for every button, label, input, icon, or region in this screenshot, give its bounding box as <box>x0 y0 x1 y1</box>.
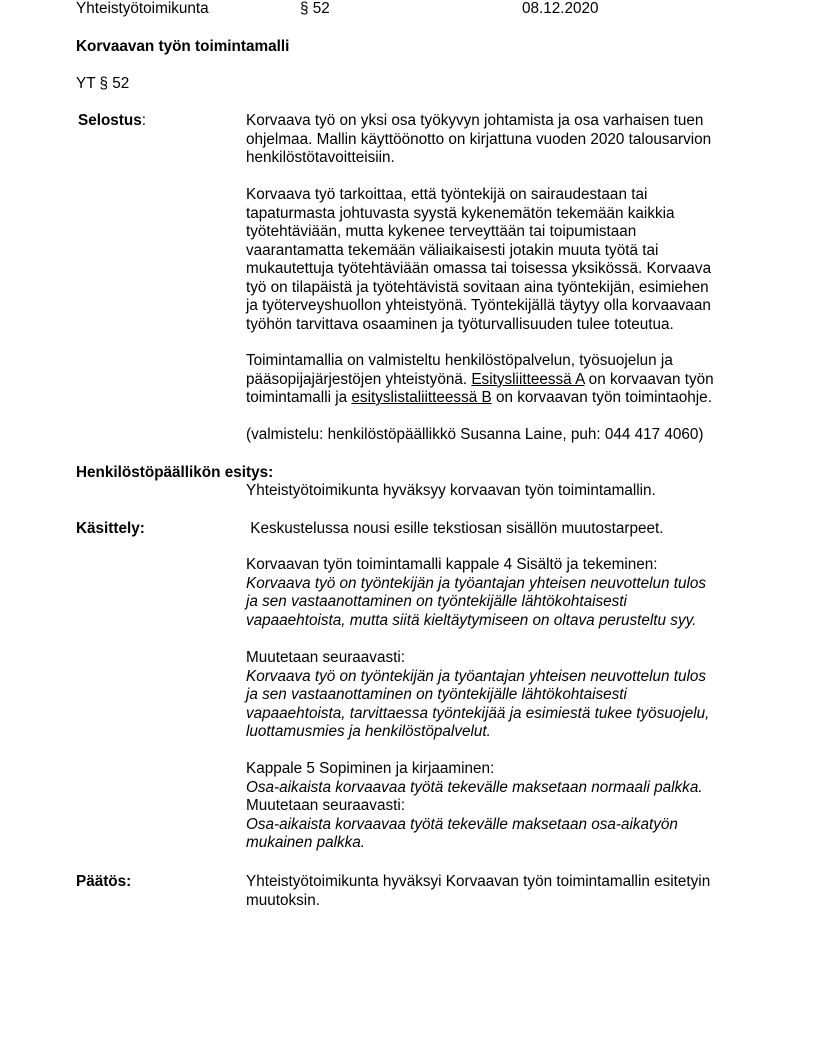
selostus-preparer-note: (valmistelu: henkilöstöpäällikkö Susanna Laine, puh: 044 417 4060) <box>246 426 704 443</box>
header-date: 08.12.2020 <box>522 0 599 17</box>
esitys-text: Yhteistyötoimikunta hyväksyy korvaavan työn toimintamallin. <box>246 482 656 499</box>
kasittely-section-5: Kappale 5 Sopiminen ja kirjaaminen: Osa-aikaista korvaavaa työtä tekevälle maksetaan normaali palkka. Muutetaan seuraavasti: Osa-aikaista korvaavaa työtä tekevälle maksetaan osa-aikatyön mukainen palkka. <box>246 760 703 851</box>
kasittely-section-4-change: Muutetaan seuraavasti: Korvaava työ on työntekijän ja työantajan yhteisen neuvottelun tulos ja sen vastaanottaminen on työntekijälle lähtökohtaisesti vapaaehtoista, tarvittaessa työntekijää ja esimiestä tukee työsuojelu, luottamusmies ja henkilöstöpalvelut. <box>246 649 710 740</box>
selostus-paragraph-3: Toimintamallia on valmisteltu henkilöstöpalvelun, työsuojelun ja pääsopijajärjestöjen yhteistyönä. Esitysliitteessä A on korvaavan työn toimintamalli ja esityslistaliitteessä B on korvaavan työn toimintaohje. <box>246 352 714 406</box>
document-title: Korvaavan työn toimintamalli <box>76 38 290 55</box>
paatos-label: Päätös: <box>76 873 132 890</box>
kasittely-section-4: Korvaavan työn toimintamalli kappale 4 Sisältö ja tekeminen: Korvaava työ on työntekijän ja työantajan yhteisen neuvottelun tulos ja sen vastaanottaminen on työntekijälle lähtökohtaisesti vapaaehtoista, mutta siitä kieltäytymiseen on oltava perusteltu syy. <box>246 556 707 629</box>
kasittely-intro: Keskustelussa nousi esille tekstiosan sisällön muutostarpeet. <box>246 520 664 537</box>
attachment-a-link[interactable]: Esitysliitteessä A <box>471 370 585 388</box>
header-committee: Yhteistyötoimikunta <box>76 0 209 17</box>
section-reference: YT § 52 <box>76 75 130 92</box>
kasittely-label: Käsittely: <box>76 520 145 537</box>
esitys-label: Henkilöstöpäällikön esitys: <box>76 464 274 481</box>
selostus-paragraph-1: Korvaava työ on yksi osa työkyvyn johtamista ja osa varhaisen tuen ohjelmaa. Mallin käyttöönotto on kirjattuna vuoden 2020 talousarvion henkilöstötavoitteisiin. <box>246 112 712 166</box>
selostus-label: Selostus: <box>78 112 147 129</box>
selostus-paragraph-2: Korvaava työ tarkoittaa, että työntekijä on sairaudestaan tai tapaturmasta johtuvasta syystä kykenemätön tekemään kaikkia työtehtäviään, mutta kykenee terveyttään tai toipumistaan vaarantamatta tekemään väliaikaisesti jotakin muuta työtä tai mukautettuja työtehtäviään omassa tai toisessa yksikössä. Korvaava työ on tilapäistä ja työtehtävistä sovitaan aina työntekijän, esimiehen ja työterveyshuollon yhteistyönä. Työntekijällä täytyy olla korvaavaan työhön tarvittava osaaminen ja työturvallisuuden tulee toteutua. <box>246 186 712 333</box>
attachment-b-link[interactable]: esityslistaliitteessä B <box>351 389 492 406</box>
paatos-text: Yhteistyötoimikunta hyväksyi Korvaavan työn toimintamallin esitetyin muutoksin. <box>246 873 711 909</box>
header-section: § 52 <box>300 0 330 17</box>
